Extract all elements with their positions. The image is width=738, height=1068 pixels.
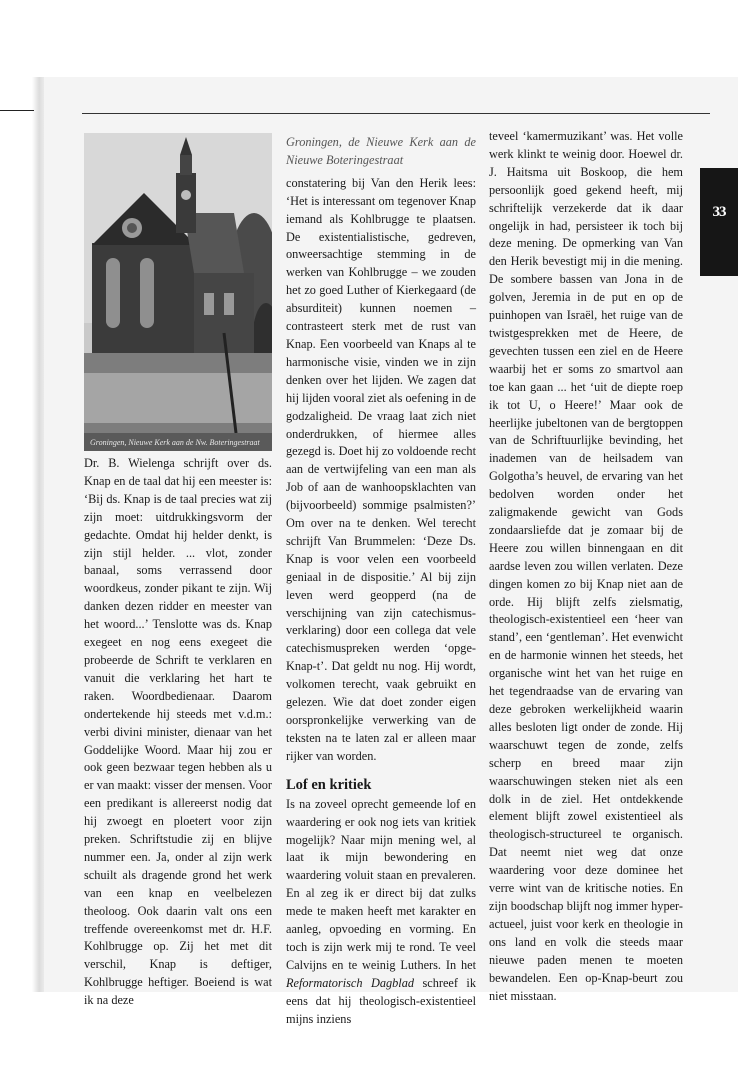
column-3-text: teveel ‘kamermuzikant’ was. Het volle werk klinkt te weinig door. Hoewel dr. J. Haitsma uit Boskoop, die hem persoonlijk goed gekend heeft, mij schriftelijk verzekerde dat ik daar ongelijk in had, persisteer ik toch bij deze mening. De opmerking van Van den Herik bevestigt mij in die mening. De sombere bassen van Jona in de golven, Jeremia in de put en op de puinhopen van Israël, het ruige van de twistgesprekken met de Heere, de gevechten tussen een ziel en de Heere waarbij het er soms zo smartvol aan toe kan gaan ... het ‘uit de diepte roep ik tot U, o Heere!’ Maar ook de heerlijke jubeltonen van de bergtoppen van de Schriftuurlijke bevinding, het inademen van de heilsadem van Golgotha’s heuvel, de ervaring van het bedolven worden onder het zaligmakende gewicht van Gods zondaarsliefde dat je zomaar bij de Heere zou willen binnengaan en dit aardse leven zou willen verlaten. Deze dingen komen zo bij Knap niet aan de orde. Hij blijft zelfs zielsmatig, theologisch-existentieel een ‘heer van stand’, een ‘gentleman’. Het evenwicht en de harmonie winnen het steeds, het organische wint het van het ruige en het tegendraadse van de ervaring van deze gebroken werkelijkheid waarin alles besloten ligt onder de zonde. Hij waarschuwt tegen de zonde, zelfs scherp en breed maar zijn waarschuwingen steken niet als een dolk in de ziel. Het ontdekkende element blijft zowel existentieel als theologisch-structureel te organisch. Dat neemt niet weg dat onze waardering voor deze dominee het verre wint van de kritische noties. En zijn boodschap blijft nog immer hyper-actueel, juist voor kerk en theologie in ons land en volk die steeds maar nieuwe paden menen te moeten bewandelen. Een op-Knap-beurt zou niet misstaan. (489, 129, 683, 1003)
newspaper-title: Reformatorisch Dagblad (286, 975, 415, 990)
church-photo (84, 133, 272, 451)
column-2-text-continued (286, 796, 476, 1029)
left-page-rule (0, 110, 34, 111)
column-2-text: constatering bij Van den Herik lees: ‘Het is interessant om tegenover Knap iemand als Kohlbrugge te plaatsen. De existentialistische, gedreven, onweersachtige stemming in de werken van Kohlbrugge – we zouden het zo goed Luther of Kierkegaard (de absurditeit) kunnen noemen – contrasteert sterk met de rust van Knap. Een voorbeeld van Knaps al te harmonische visie, vinden we in zijn denken over het lijden. We zagen dat hij lijden vooral ziet als oefening in de godzaligheid. De vraag laat zich niet onderdrukken, of hiermee alles gezegd is. Doet hij zo voldoende recht aan de vertwijfeling van een man als Job of aan de wanhoopsklachten van (bijvoorbeeld) sommige psalmisten?’ Om over na te denken. Wel terecht schrijft Van Brummelen: ‘Deze Ds. Knap is voor velen een voorbeeld geniaal in de dispositie.’ Al bij zijn leven werd geopperd (na de verschijning van zijn catechismus-verklaring) door een collega dat vele catechismuspreken werden ‘opge-Knap-t’. Dat geldt nu nog. Hij wordt, volkomen terecht, vaak gebruikt en gelezen. Wie dat doet zonder eigen oorspronkelijke verwerking van de teksten na te laten zal er alleen maar rijker van worden. (286, 175, 476, 763)
photo-caption: Groningen, Nieuwe Kerk aan de Nw. Boteringestraat (90, 438, 260, 447)
page-number: 33 (712, 204, 726, 220)
page-number-tab (700, 168, 738, 276)
column-2 (286, 134, 476, 1029)
section-heading: Lof en kritiek (286, 776, 372, 793)
column-2-text-part-b: schreef ik eens dat hij theologisch-existentieel mijns inziens (286, 975, 476, 1026)
page-binding (32, 77, 44, 992)
column-3 (489, 128, 683, 1005)
column-1-text: Dr. B. Wielenga schrijft over ds. Knap en de taal dat hij een meester is: ‘Bij ds. Knap is de taal precies wat zij zijn moet: uitdrukkingsvorm der gedachte. Omdat hij helder denkt, is zijn stijl helder. ... vlot, zonder banaal, soms verrassend door woordkeus, zonder pikant te zijn. Wij danken dezen ridder en meester van het woord...’ Tenslotte was ds. Knap exegeet en nog eens exegeet die probeerde de Schrift te verklaren en vanuit die verklaring het hart te raken. Woordbedienaar. Daarom ondertekende hij steeds met v.d.m.: verbi divini minister, dienaar van het Goddelijke Woord. Maar hij zou er ook geen bezwaar tegen hebben als u er van maakt: visser der mensen. Voor een predikant is allereerst nodig dat hij zwoegt en ploetert voor zijn preken. Schriftstudie zij en blijve nummer een. Ja, onder al zijn werk schuilt als dragende grond het werk van een knap en veelbelezen theoloog. Ook daarin valt ons een treffende overeenkomst met dr. H.F. Kohlbrugge op. Zij het met dit verschil, Knap is deftiger, Kohlbrugge heftiger. Boeiend is wat ik na deze (84, 456, 272, 1008)
photo-caption-text: Groningen, de Nieuwe Kerk aan de Nieuwe Boteringestraat (286, 135, 476, 167)
header-rule (82, 113, 710, 114)
column-2-text-part-a: Is na zoveel oprecht gemeende lof en waardering er ook nog iets van kritiek mogelijk? Naar mijn mening wel, al laat ik mijn bewondering en waardering voluit staan en prevaleren. En al zeg ik er direct bij dat zulks mede te maken heeft met karakter en aanleg, opvoeding en vorming. En toch is zijn werk mij te rond. Te veel Calvijns en te weinig Luthers. In het (286, 796, 476, 972)
column-1 (84, 455, 272, 1010)
